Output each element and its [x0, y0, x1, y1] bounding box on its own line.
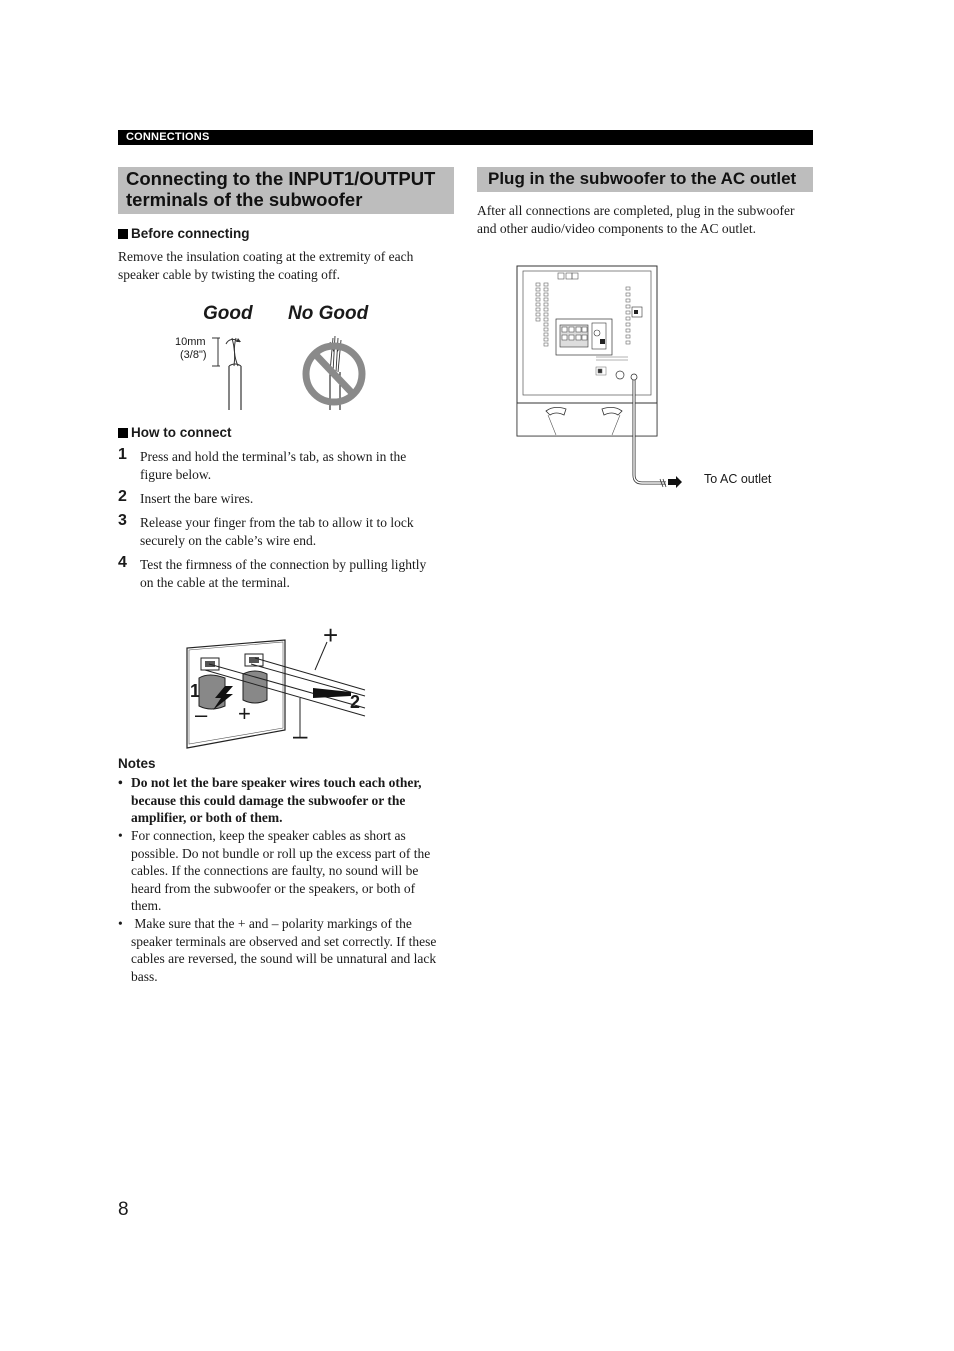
note-item: • Do not let the bare speaker wires touch each other, because this could damage the subwoofer or the amplifier, or both of them.	[118, 774, 458, 827]
page-number: 8	[118, 1199, 129, 1220]
nogood-wire-illustration	[300, 332, 370, 412]
length-in-label: (3/8")	[180, 349, 207, 361]
note-line: them.	[131, 898, 162, 914]
note-line: cables. If the connections are faulty, no sound will be	[131, 863, 419, 879]
plus-terminal-label: +	[238, 701, 251, 726]
step-number: 3	[118, 512, 127, 529]
step-text	[140, 448, 406, 484]
note-line: bass.	[131, 968, 158, 984]
callout-2: 2	[350, 692, 361, 712]
note-line: cables are reversed, the sound will be unnatural and lack	[131, 951, 437, 967]
note-line: speaker terminals are observed and set correctly. If these	[131, 933, 437, 949]
left-heading-line1: Connecting to the INPUT1/OUTPUT	[126, 168, 436, 189]
step-line: Release your finger from the tab to allow it to lock	[140, 515, 414, 530]
right-section-heading: Plug in the subwoofer to the AC outlet	[477, 167, 813, 192]
how-to-connect-title: How to connect	[131, 425, 232, 440]
note-line: possible. Do not bundle or roll up the excess part of the	[131, 845, 431, 861]
good-label: Good	[203, 303, 253, 324]
step-line: Insert the bare wires.	[140, 491, 254, 506]
note-item: • Make sure that the + and – polarity markings of the speaker terminals are observed and set correctly. If these cables are reversed, the sound will be unnatural and lack bass.	[118, 915, 458, 985]
before-connecting-title: Before connecting	[131, 226, 250, 241]
square-bullet-icon	[118, 229, 128, 239]
section-label: CONNECTIONS	[126, 131, 210, 143]
before-connecting-line1: Remove the insulation coating at the extremity of each	[118, 249, 414, 264]
plus-top-label: +	[323, 620, 339, 650]
step-line: figure below.	[140, 467, 212, 482]
before-connecting-text	[118, 248, 458, 284]
right-text-line2: and other audio/video components to the AC outlet.	[477, 221, 756, 236]
note-line: For connection, keep the speaker cables as short as	[131, 828, 406, 843]
before-connecting-subhead	[118, 226, 250, 241]
nogood-label: No Good	[288, 303, 369, 324]
ac-outlet-label: To AC outlet	[704, 472, 772, 486]
step-number: 2	[118, 488, 127, 505]
step-line: Test the firmness of the connection by pulling lightly	[140, 557, 427, 572]
left-section-heading	[118, 167, 454, 214]
step-number: 4	[118, 554, 127, 571]
right-body-text	[477, 202, 817, 238]
minus-terminal-label: –	[195, 702, 208, 727]
step-number: 1	[118, 446, 127, 463]
section-header-bar	[118, 130, 813, 145]
callout-1: 1	[190, 681, 201, 701]
good-wire-illustration	[210, 334, 250, 412]
step-text	[140, 514, 414, 550]
note-line: heard from the subwoofer or the speakers, or both of	[131, 880, 416, 896]
right-text-line1: After all connections are completed, plug in the subwoofer	[477, 203, 795, 218]
note-line: Do not let the bare speaker wires touch each other,	[131, 775, 422, 790]
step-line: Press and hold the terminal’s tab, as shown in the	[140, 449, 407, 464]
step-line: securely on the cable’s wire end.	[140, 533, 317, 548]
square-bullet-icon	[118, 428, 128, 438]
length-mm-label: 10mm	[175, 336, 206, 348]
note-line: amplifier, or both of them.	[131, 810, 283, 826]
step-text	[140, 490, 253, 508]
how-to-connect-subhead	[118, 425, 232, 440]
subwoofer-rear-illustration	[516, 265, 696, 495]
notes-title: Notes	[118, 756, 156, 771]
step-line: on the cable at the terminal.	[140, 575, 290, 590]
note-line: Make sure that the + and – polarity markings of the	[131, 916, 412, 931]
note-item: • For connection, keep the speaker cables as short as possible. Do not bundle or roll up the excess part of the cables. If the connections are faulty, no sound will be heard from the subwoofer or the speakers, or both of them.	[118, 827, 458, 915]
minus-bottom-label: –	[293, 720, 308, 750]
step-text	[140, 556, 426, 592]
before-connecting-line2: speaker cable by twisting the coating off.	[118, 267, 341, 282]
left-heading-line2: terminals of the subwoofer	[126, 189, 363, 210]
note-line: because this could damage the subwoofer or the	[131, 792, 406, 808]
